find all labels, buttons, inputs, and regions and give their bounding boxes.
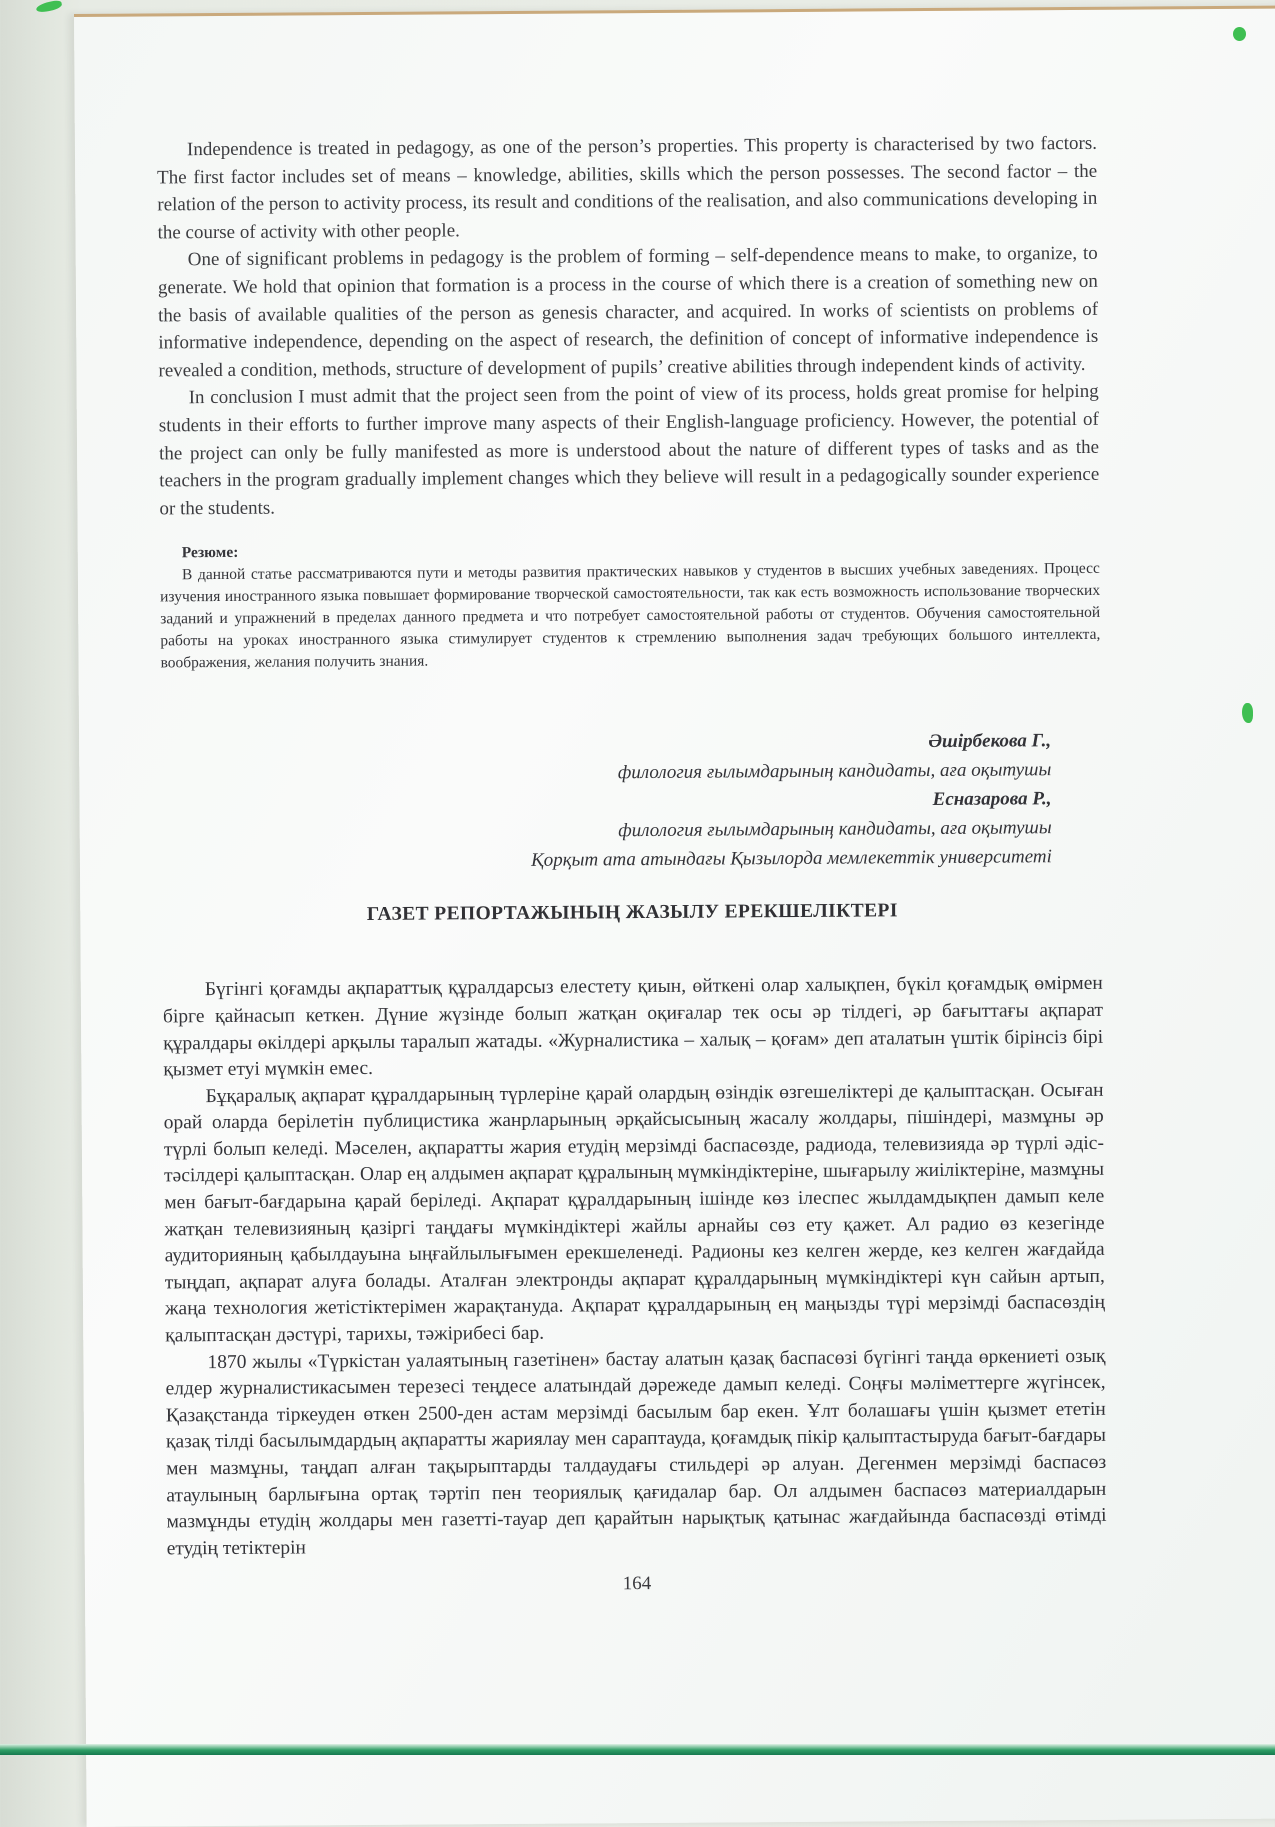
author-role: филология ғылымдарының кандидаты, аға оқытушы <box>618 817 1052 842</box>
scan-artifact-bottom-stripe <box>0 1744 1275 1755</box>
article-body <box>163 971 1107 1563</box>
article-paragraph: Бұқаралық ақпарат құралдарының түрлеріне қарай олардың өзіндік өзгешеліктері де қалыптасқан. Осыған орай оларда берілетін публицистика жанрларының әрқайсысының жасалу жолдары, пішіндері, мазмұны әр түрлі болып келеді. Мәселен, ақпаратты жария етудің мерзімді баспасөзде, радиода, телевизияда әр түрлі әдіс-тәсілдері қалыптасқан. Олар ең алдымен ақпарат құралының мүмкіндіктеріне, шығарылу жиіліктеріне, мазмұны мен бағыт-бағдарына қарай беріледі. Ақпарат құралдарының ішінде көз ілеспес жылдамдықпен дамып келе жатқан телевизияның қазіргі таңдағы мүмкіндіктері жайлы арнайы сөз ету қажет. Ал радио өз кезегінде аудиторияның қабылдауына ыңғайлылығымен ерекшеленеді. Радионы кез келген жерде, кез келген жағдайда тыңдап, ақпарат алуға болады. Аталған электронды ақпарат құралдарының мүмкіндіктері күн сайын артып, жаңа технология жетістіктерімен жарақтануда. Ақпарат құралдарының ең маңызды түрі мерзімді баспасөздің қалыптасқан дәстүрі, тарихы, тәжірибесі бар. <box>163 1079 1106 1347</box>
author-name: Есназарова Р., <box>932 788 1052 811</box>
scanned-page <box>74 5 1275 1827</box>
english-paragraph: One of significant problems in pedagogy is the problem of forming – self-dependence means to make, to organize, to generate. We hold that opinion that formation is a process in the course of which there is a creation of something new on the basis of available qualities of the person as genesis character, and acquired. In works of scientists on problems of informative independence, depending on the aspect of research, the definition of concept of informative independence is revealed a condition, methods, structure of development of pupils’ creative abilities through independent kinds of activity. <box>157 243 1099 382</box>
scan-artifact-green-mark <box>35 0 62 14</box>
scan-artifact-green-dot <box>1242 703 1253 723</box>
russian-summary-section <box>160 536 1101 675</box>
text-column <box>157 130 1107 1599</box>
author-role: филология ғылымдарының кандидаты, аға оқытушы <box>617 759 1052 784</box>
article-title: ГАЗЕТ РЕПОРТАЖЫНЫҢ ЖАЗЫЛУ ЕРЕКШЕЛІКТЕРІ <box>366 900 898 926</box>
scan-artifact-green-dot <box>1233 27 1246 41</box>
english-paragraph: In conclusion I must admit that the project seen from the point of view of its process, holds great promise for helping students in their efforts to further improve many aspects of their English-language proficiency. However, the potential of the project can only be fully manifested as more is understood about the nature of different types of tasks and as the teachers in the program gradually implement changes which they believe will result in a pedagogically sounder experience or the students. <box>158 381 1100 520</box>
english-paragraph: Independence is treated in pedagogy, as one of the person’s properties. This property is characterised by two factors. The first factor includes set of means – knowledge, abilities, skills which the person possesses. The second factor – the relation of the person to activity process, its result and conditions of the realisation, and also communications developing in the course of activity with other people. <box>157 132 1098 244</box>
page-number: 164 <box>622 1573 652 1595</box>
article-paragraph: 1870 жылы «Түркістан уалаятының газетінен» бастау алатын қазақ баспасөзі бүгінгі таңда өркениеті озық елдер журналистикасымен терезесі теңдесе алатындай дәрежеде дамып келеді. Соңғы мәліметтерге жүгінсек, Қазақстанда тіркеуден өткен 2500-ден астам мерзімді басылым бар екен. Ұлт болашағы үшін қызмет ететін қазақ тілді басылымдардың ақпаратты жариялау мен сараптауда, қоғамдық пікір қалыптастыруда бағыт-бағдары мен мазмұны, таңдап алған тақырыптарды талдаудағы стильдері әр алуан. Дегенмен мерзімді баспасөз атаулының барлығына ортақ тәртіп пен теориялық қағидалар бар. Ол алдымен баспасөз материалдарын мазмұнды етудің жолдары мен газетті-тауар деп қарайтын нарықтық қатынас жағдайында баспасөзді өтімді етудің тетіктерін <box>165 1345 1107 1560</box>
byline-block <box>161 726 1102 878</box>
english-abstract-section <box>157 130 1100 523</box>
summary-text: В данной статье рассматриваются пути и методы развития практических навыков у студентов в высших учебных заведениях. Процесс изучения иностранного языка повышает формирование творческой самостоятельности, так как есть возможность использование творческих заданий и упражнений в пределах данного предмета и что потребует самостоятельной работы от студентов. Обучения самостоятельной работы на уроках иностранного языка стимулирует студентов к стремлению выполнения задач требующих большого интеллекта, воображения, желания получить знания. <box>160 560 1101 672</box>
summary-heading: Резюме: <box>181 544 239 562</box>
article-paragraph: Бүгінгі қоғамды ақпараттық құралдарсыз елестету қиын, өйткені олар халықпен, бүкіл қоғамдық өмірмен бірге қайнасып кеткен. Дүние жүзінде болып жатқан оқиғалар тек осы әр тілдегі, әр бағыттағы ақпарат құралдары өкілдері арқылы таралып жатады. «Журналистика – халық – қоғам» деп аталатын үштік бірінсіз бірі қызмет етуі мүмкін емес. <box>162 973 1104 1081</box>
author-name: Әшірбекова Г., <box>928 730 1052 753</box>
university-affiliation: Қорқыт ата атындағы Қызылорда мемлекеттік университеті <box>531 846 1052 872</box>
